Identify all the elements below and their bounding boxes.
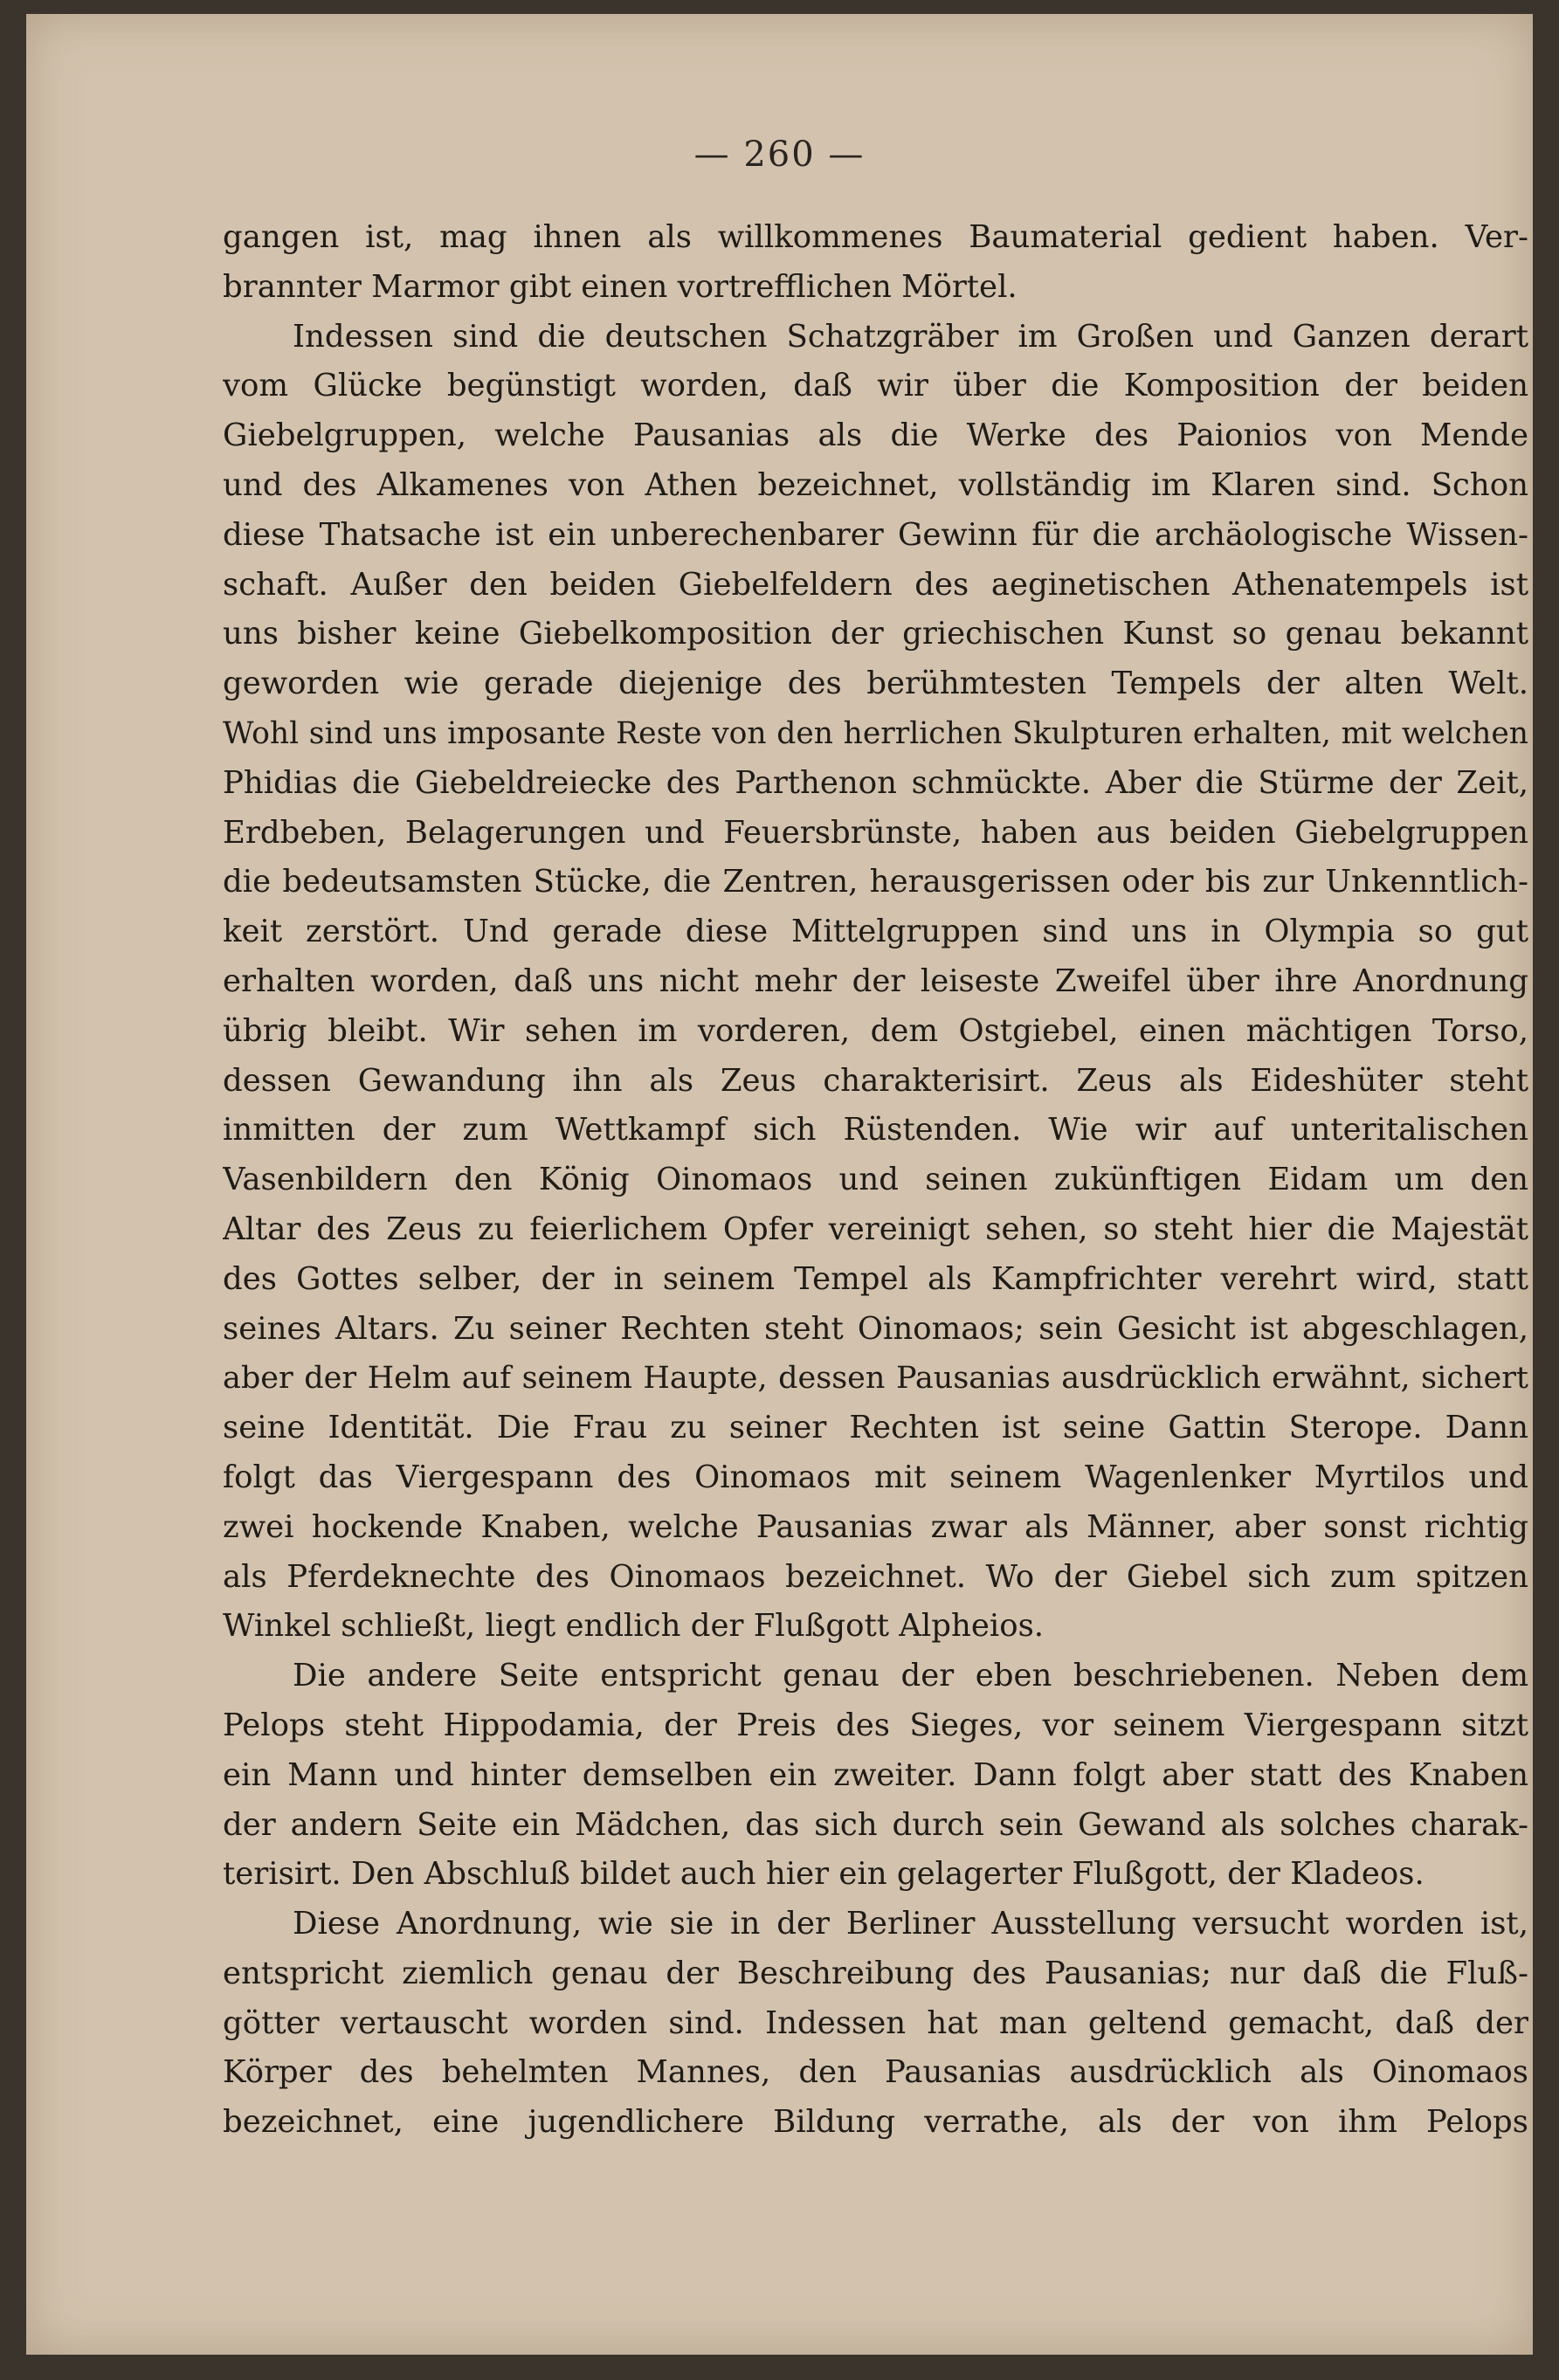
text-line: entspricht ziemlich genau der Beschreibung des Pausanias; nur daß die Fluß- [223, 1955, 1528, 1991]
text-line: Körper des behelmten Mannes, den Pausanias ausdrücklich als Oinomaos [223, 2054, 1528, 2091]
text-line: folgt das Viergespann des Oinomaos mit seinem Wagenlenker Myrtilos und [223, 1459, 1528, 1495]
text-line: übrig bleibt. Wir sehen im vorderen, dem Ostgiebel, einen mächtigen Torso, [223, 1012, 1528, 1049]
text-line: terisirt. Den Abschluß bildet auch hier ein gelagerter Flußgott, der Kladeos. [223, 1856, 1424, 1893]
text-line: ein Mann und hinter demselben ein zweiter. Dann folgt aber statt des Knaben [223, 1756, 1528, 1793]
text-line: schaft. Außer den beiden Giebelfeldern des aeginetischen Athenatempels ist [223, 566, 1528, 603]
text-line: brannter Marmor gibt einen vortrefflichen Mörtel. [223, 268, 1017, 305]
text-line: seines Altars. Zu seiner Rechten steht Oinomaos; sein Gesicht ist abgeschlagen, [223, 1310, 1528, 1347]
text-line: bezeichnet, eine jugendlichere Bildung verrathe, als der von ihm Pelops [223, 2104, 1528, 2141]
text-line: Phidias die Giebeldreiecke des Parthenon schmückte. Aber die Stürme der Zeit, [223, 764, 1528, 801]
text-line: inmitten der zum Wettkampf sich Rüstenden. Wie wir auf unteritalischen [223, 1112, 1528, 1149]
text-line: Diese Anordnung, wie sie in der Berliner Ausstellung versucht worden ist, [293, 1906, 1528, 1942]
text-line: geworden wie gerade diejenige des berühmtesten Tempels der alten Welt. [223, 666, 1528, 702]
book-page [26, 14, 1533, 2355]
text-line: dessen Gewandung ihn als Zeus charakterisirt. Zeus als Eideshüter steht [223, 1062, 1528, 1099]
text-line: Vasenbildern den König Oinomaos und seinen zukünftigen Eidam um den [223, 1162, 1528, 1198]
text-line: Pelops steht Hippodamia, der Preis des Sieges, vor seinem Viergespann sitzt [223, 1707, 1528, 1743]
text-line: vom Glücke begünstigt worden, daß wir über die Komposition der beiden [223, 368, 1528, 404]
text-line: als Pferdeknechte des Oinomaos bezeichnet. Wo der Giebel sich zum spitzen [223, 1558, 1528, 1595]
text-line: uns bisher keine Giebelkomposition der griechischen Kunst so genau bekannt [223, 616, 1528, 652]
text-line: Winkel schließt, liegt endlich der Flußgott Alpheios. [223, 1608, 1045, 1645]
text-line: Die andere Seite entspricht genau der eben beschriebenen. Neben dem [293, 1658, 1528, 1694]
text-line: des Gottes selber, der in seinem Tempel als Kampfrichter verehrt wird, statt [223, 1260, 1528, 1297]
text-line: der andern Seite ein Mädchen, das sich durch sein Gewand als solches charak- [223, 1806, 1528, 1843]
text-line: gangen ist, mag ihnen als willkommenes Baumaterial gedient haben. Ver- [223, 219, 1528, 255]
text-line: die bedeutsamsten Stücke, die Zentren, herausgerissen oder bis zur Unkenntlich- [223, 864, 1528, 900]
text-line: und des Alkamenes von Athen bezeichnet, vollständig im Klaren sind. Schon [223, 466, 1528, 503]
text-line: Giebelgruppen, welche Pausanias als die Werke des Paionios von Mende [223, 417, 1528, 454]
text-line: Erdbeben, Belagerungen und Feuersbrünste, haben aus beiden Giebelgruppen [223, 814, 1528, 851]
text-line: zwei hockende Knaben, welche Pausanias zwar als Männer, aber sonst richtig [223, 1508, 1528, 1545]
text-line: götter vertauscht worden sind. Indessen hat man geltend gemacht, daß der [223, 2004, 1528, 2041]
text-line: Altar des Zeus zu feierlichem Opfer vereinigt sehen, so steht hier die Majestät [223, 1211, 1528, 1247]
page-number: — 260 — [693, 135, 866, 175]
body-text [223, 213, 1528, 2148]
text-line: diese Thatsache ist ein unberechenbarer Gewinn für die archäologische Wissen- [223, 516, 1528, 553]
text-line: aber der Helm auf seinem Haupte, dessen Pausanias ausdrücklich erwähnt, sichert [223, 1361, 1528, 1397]
text-line: seine Identität. Die Frau zu seiner Rechten ist seine Gattin Sterope. Dann [223, 1410, 1528, 1446]
text-line: erhalten worden, daß uns nicht mehr der leiseste Zweifel über ihre Anordnung [223, 962, 1528, 999]
text-line: Wohl sind uns imposante Reste von den herrlichen Skulpturen erhalten, mit welchen [223, 715, 1528, 751]
text-line: keit zerstört. Und gerade diese Mittelgruppen sind uns in Olympia so gut [223, 914, 1528, 950]
text-line: Indessen sind die deutschen Schatzgräber im Großen und Ganzen derart [293, 318, 1528, 355]
